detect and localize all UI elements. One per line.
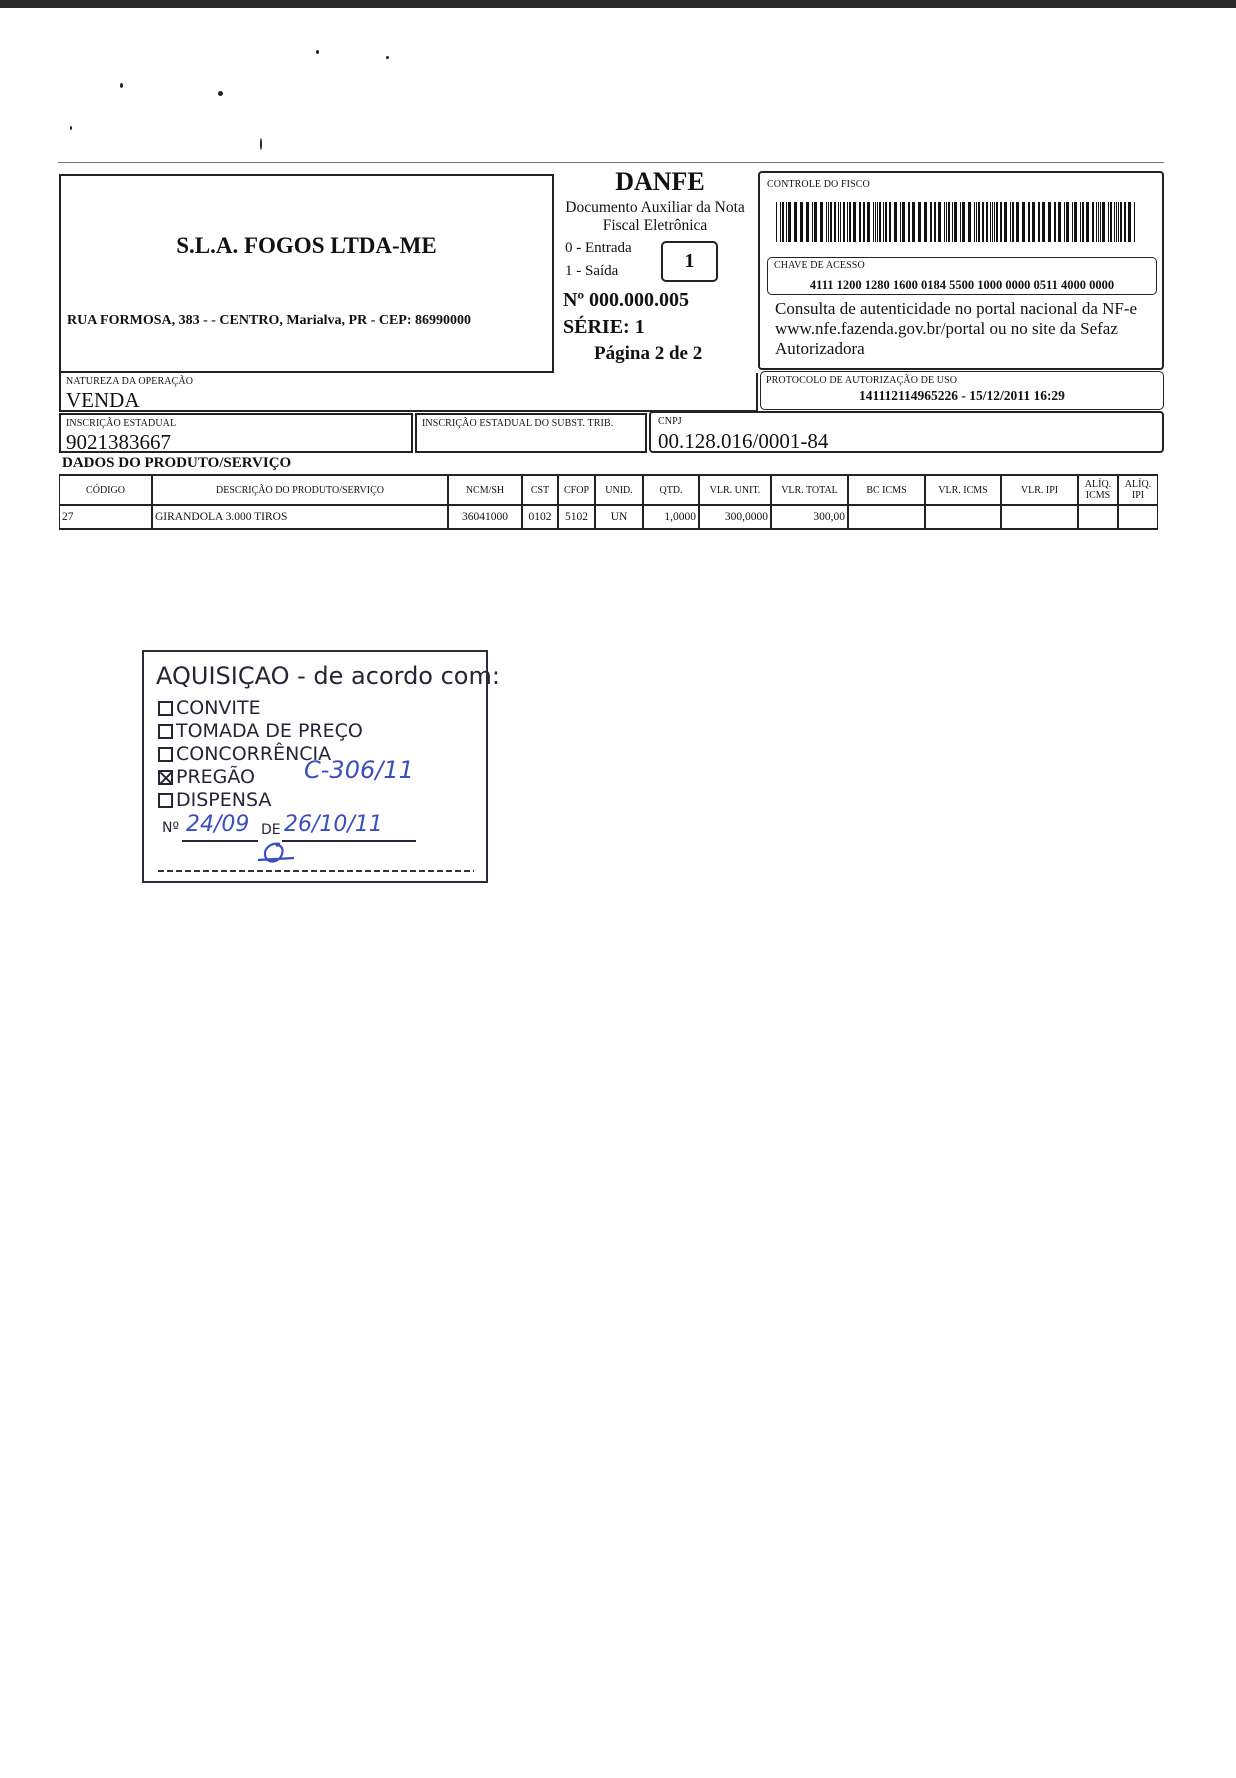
natureza-box xyxy=(59,373,758,412)
barcode-bar xyxy=(1054,202,1056,242)
barcode-bar xyxy=(1092,202,1094,242)
number-underline xyxy=(182,840,258,842)
ie-label: INSCRIÇÃO ESTADUAL xyxy=(66,418,177,429)
barcode-bar xyxy=(1048,202,1051,242)
barcode-bar xyxy=(1004,202,1007,242)
barcode-bar xyxy=(867,202,870,242)
barcode-bar xyxy=(843,202,845,242)
col-header-descricao: DESCRIÇÃO DO PRODUTO/SERVIÇO xyxy=(152,474,448,506)
scan-top-edge xyxy=(0,0,1236,8)
header-rule xyxy=(58,162,1164,163)
scan-speck xyxy=(218,91,223,96)
barcode-bar xyxy=(800,202,803,242)
col-header-vlr-ipi: VLR. IPI xyxy=(1001,474,1078,506)
barcode-bar xyxy=(938,202,941,242)
barcode-bar xyxy=(1028,202,1030,242)
barcode-bar xyxy=(1086,202,1089,242)
cell-vlr-total: 300,00 xyxy=(771,506,848,530)
tipo-saida: 1 - Saída xyxy=(565,263,619,279)
handwritten-initial-signature xyxy=(254,840,298,874)
tipo-entrada: 0 - Entrada xyxy=(565,240,632,256)
col-header-aliq-icms: ALÍQ. ICMS xyxy=(1078,474,1118,506)
barcode-bar xyxy=(776,202,777,242)
scan-speck xyxy=(316,50,319,54)
barcode-bar xyxy=(853,202,856,242)
barcode-bar xyxy=(830,202,832,242)
cnpj-value: 00.128.016/0001-84 xyxy=(658,429,829,453)
barcode-bar xyxy=(885,202,887,242)
controle-fisco-label: CONTROLE DO FISCO xyxy=(767,179,870,190)
barcode-bar xyxy=(863,202,865,242)
barcode-bar xyxy=(1042,202,1045,242)
barcode-bar xyxy=(994,202,995,242)
cell-aliq-icms xyxy=(1078,506,1118,530)
barcode-bar xyxy=(1000,202,1002,242)
cell-cfop: 5102 xyxy=(558,506,595,530)
cnpj-box xyxy=(649,411,1164,453)
natureza-value: VENDA xyxy=(66,388,140,412)
produtos-table xyxy=(59,474,1158,530)
handwritten-number: 24/09 xyxy=(186,812,250,837)
cell-bc-icms xyxy=(848,506,925,530)
barcode-bar xyxy=(982,202,984,242)
ie-st-label: INSCRIÇÃO ESTADUAL DO SUBST. TRIB. xyxy=(422,418,614,429)
scan-speck xyxy=(70,126,72,130)
barcode-bar xyxy=(976,202,977,242)
barcode-bar xyxy=(1118,202,1119,242)
barcode-bar xyxy=(986,202,988,242)
barcode-bar xyxy=(934,202,936,242)
company-address: RUA FORMOSA, 383 - - CENTRO, Marialva, PR - CEP: 86990000 xyxy=(67,313,472,328)
barcode-bar xyxy=(952,202,953,242)
checkbox-icon xyxy=(158,793,173,808)
barcode-bar xyxy=(840,202,841,242)
barcode-bar xyxy=(1022,202,1025,242)
barcode-bar xyxy=(1100,202,1101,242)
barcode-bar xyxy=(1074,202,1077,242)
chave-acesso-value: 4111 1200 1280 1600 0184 5500 1000 0000 0511 4000 0000 xyxy=(809,278,1115,292)
barcode-bar xyxy=(828,202,829,242)
col-header-aliq-ipi: ALÍQ. IPI xyxy=(1118,474,1158,506)
barcode-bar xyxy=(879,202,881,242)
chave-acesso-label: CHAVE DE ACESSO xyxy=(774,260,865,271)
col-header-cst: CST xyxy=(522,474,558,506)
danfe-title: DANFE xyxy=(615,167,705,196)
barcode-bar xyxy=(974,202,975,242)
stamp-de-label: DE xyxy=(261,822,281,838)
barcode-bar xyxy=(788,202,791,242)
stamp-option-label: PREGÃO xyxy=(176,766,256,788)
col-header-bc-icms: BC ICMS xyxy=(848,474,925,506)
protocolo-label: PROTOCOLO DE AUTORIZAÇÃO DE USO xyxy=(766,375,958,386)
cell-ncm: 36041000 xyxy=(448,506,522,530)
ie-value: 9021383667 xyxy=(66,430,171,454)
nf-serie: SÉRIE: 1 xyxy=(563,316,645,338)
barcode-bar xyxy=(1012,202,1014,242)
barcode-bar xyxy=(924,202,927,242)
barcode-bar xyxy=(1116,202,1117,242)
cell-vlr-unit: 300,0000 xyxy=(699,506,771,530)
barcode-bar xyxy=(834,202,836,242)
barcode-bar xyxy=(946,202,947,242)
col-header-vlr-unit: VLR. UNIT. xyxy=(699,474,771,506)
barcode-bar xyxy=(1098,202,1099,242)
barcode-bar xyxy=(849,202,851,242)
barcode-bar xyxy=(1066,202,1069,242)
barcode-bar xyxy=(794,202,797,242)
barcode-bar xyxy=(812,202,813,242)
barcode-bar xyxy=(1080,202,1081,242)
barcode-bar xyxy=(1058,202,1061,242)
barcode-bar xyxy=(960,202,961,242)
nf-pagina: Página 2 de 2 xyxy=(594,343,703,364)
produtos-header-row xyxy=(59,474,1158,506)
protocolo-value: 141112114965226 - 15/12/2011 16:29 xyxy=(859,388,1065,403)
col-header-ncm: NCM/SH xyxy=(448,474,522,506)
barcode-bar xyxy=(978,202,980,242)
stamp-option-convite xyxy=(158,697,261,719)
barcode xyxy=(776,202,1140,242)
stamp-title: AQUISIÇAO - de acordo com: xyxy=(156,662,500,690)
checkbox-icon xyxy=(158,747,173,762)
col-header-vlr-icms: VLR. ICMS xyxy=(925,474,1001,506)
date-underline xyxy=(282,840,416,842)
barcode-bar xyxy=(930,202,932,242)
handwritten-process-ref: C-306/11 xyxy=(304,756,414,784)
barcode-bar xyxy=(954,202,957,242)
barcode-bar xyxy=(990,202,991,242)
natureza-label: NATUREZA DA OPERAÇÃO xyxy=(66,376,194,387)
stamp-bottom-rule xyxy=(158,870,474,872)
stamp-option-label: CONCORRÊNCIA xyxy=(176,743,332,765)
barcode-bar xyxy=(908,202,910,242)
barcode-bar xyxy=(877,202,878,242)
barcode-bar xyxy=(1096,202,1097,242)
handwritten-date: 26/10/11 xyxy=(284,812,383,837)
checkbox-checked-icon xyxy=(158,770,173,785)
barcode-bar xyxy=(838,202,839,242)
barcode-bar xyxy=(1124,202,1126,242)
barcode-bar xyxy=(1114,202,1115,242)
barcode-bar xyxy=(780,202,781,242)
barcode-bar xyxy=(1032,202,1035,242)
cell-vlr-ipi xyxy=(1001,506,1078,530)
col-header-codigo: CÓDIGO xyxy=(59,474,152,506)
barcode-bar xyxy=(1038,202,1040,242)
barcode-bar xyxy=(1010,202,1011,242)
barcode-bar xyxy=(820,202,823,242)
barcode-bar xyxy=(889,202,891,242)
nf-numero: Nº 000.000.005 xyxy=(563,289,690,311)
stamp-num-prefix: Nº xyxy=(162,820,180,836)
tipo-operacao-box: 1 xyxy=(661,241,718,282)
ie-box xyxy=(59,413,413,453)
stamp-option-pregao xyxy=(158,766,255,788)
scan-speck xyxy=(260,138,262,150)
barcode-bar xyxy=(996,202,998,242)
cell-descricao: GIRANDOLA 3.000 TIROS xyxy=(152,506,448,530)
barcode-bar xyxy=(918,202,921,242)
checkbox-icon xyxy=(158,701,173,716)
barcode-bar xyxy=(859,202,861,242)
stamp-option-label: DISPENSA xyxy=(176,789,272,811)
stamp-option-tomada-de-preco xyxy=(158,720,363,742)
barcode-bar xyxy=(1072,202,1073,242)
barcode-bar xyxy=(1082,202,1084,242)
barcode-bar xyxy=(1102,202,1105,242)
barcode-bar xyxy=(806,202,809,242)
produtos-title: DADOS DO PRODUTO/SERVIÇO xyxy=(62,455,292,471)
barcode-bar xyxy=(962,202,965,242)
col-header-cfop: CFOP xyxy=(558,474,595,506)
scan-speck xyxy=(386,56,389,59)
company-name: S.L.A. FOGOS LTDA-ME xyxy=(176,233,437,258)
chave-acesso-box xyxy=(767,257,1157,295)
cell-cst: 0102 xyxy=(522,506,558,530)
barcode-bar xyxy=(847,202,848,242)
cell-unid: UN xyxy=(595,506,643,530)
col-header-vlr-total: VLR. TOTAL xyxy=(771,474,848,506)
cell-qtd: 1,0000 xyxy=(643,506,699,530)
barcode-bar xyxy=(1134,202,1135,242)
barcode-bar xyxy=(782,202,784,242)
barcode-bar xyxy=(900,202,901,242)
col-header-unid: UNID. xyxy=(595,474,643,506)
barcode-bar xyxy=(875,202,876,242)
cnpj-label: CNPJ xyxy=(658,416,682,427)
barcode-bar xyxy=(786,202,787,242)
barcode-bar xyxy=(814,202,817,242)
emitente-box xyxy=(59,174,554,373)
barcode-bar xyxy=(873,202,874,242)
scan-speck xyxy=(120,83,123,88)
barcode-bar xyxy=(948,202,950,242)
barcode-bar xyxy=(1016,202,1019,242)
cell-vlr-icms xyxy=(925,506,1001,530)
stamp-number-line xyxy=(162,820,179,836)
consulta-autenticidade: Consulta de autenticidade no portal nacional da NF-e www.nfe.fazenda.gov.br/portal ou no site da Sefaz Autorizadora xyxy=(775,299,1138,358)
barcode-bar xyxy=(1120,202,1122,242)
checkbox-icon xyxy=(158,724,173,739)
table-row xyxy=(59,506,1158,530)
barcode-bar xyxy=(826,202,827,242)
barcode-bar xyxy=(1064,202,1065,242)
stamp-option-label: CONVITE xyxy=(176,697,261,719)
danfe-subtitle: Documento Auxiliar da Nota Fiscal Eletrônica xyxy=(565,199,745,234)
barcode-bar xyxy=(912,202,915,242)
barcode-bar xyxy=(894,202,897,242)
barcode-bar xyxy=(944,202,945,242)
barcode-bar xyxy=(883,202,884,242)
cell-codigo: 27 xyxy=(59,506,152,530)
stamp-option-label: TOMADA DE PREÇO xyxy=(176,720,363,742)
stamp-option-dispensa xyxy=(158,789,271,811)
aquisicao-stamp xyxy=(142,650,500,883)
barcode-bar xyxy=(1110,202,1112,242)
ie-st-box xyxy=(415,413,647,453)
col-header-qtd: QTD. xyxy=(643,474,699,506)
barcode-bar xyxy=(902,202,905,242)
barcode-bar xyxy=(1128,202,1131,242)
barcode-bar xyxy=(968,202,971,242)
barcode-bar xyxy=(992,202,993,242)
barcode-bar xyxy=(1108,202,1109,242)
protocolo-box xyxy=(760,371,1164,410)
cell-aliq-ipi xyxy=(1118,506,1158,530)
